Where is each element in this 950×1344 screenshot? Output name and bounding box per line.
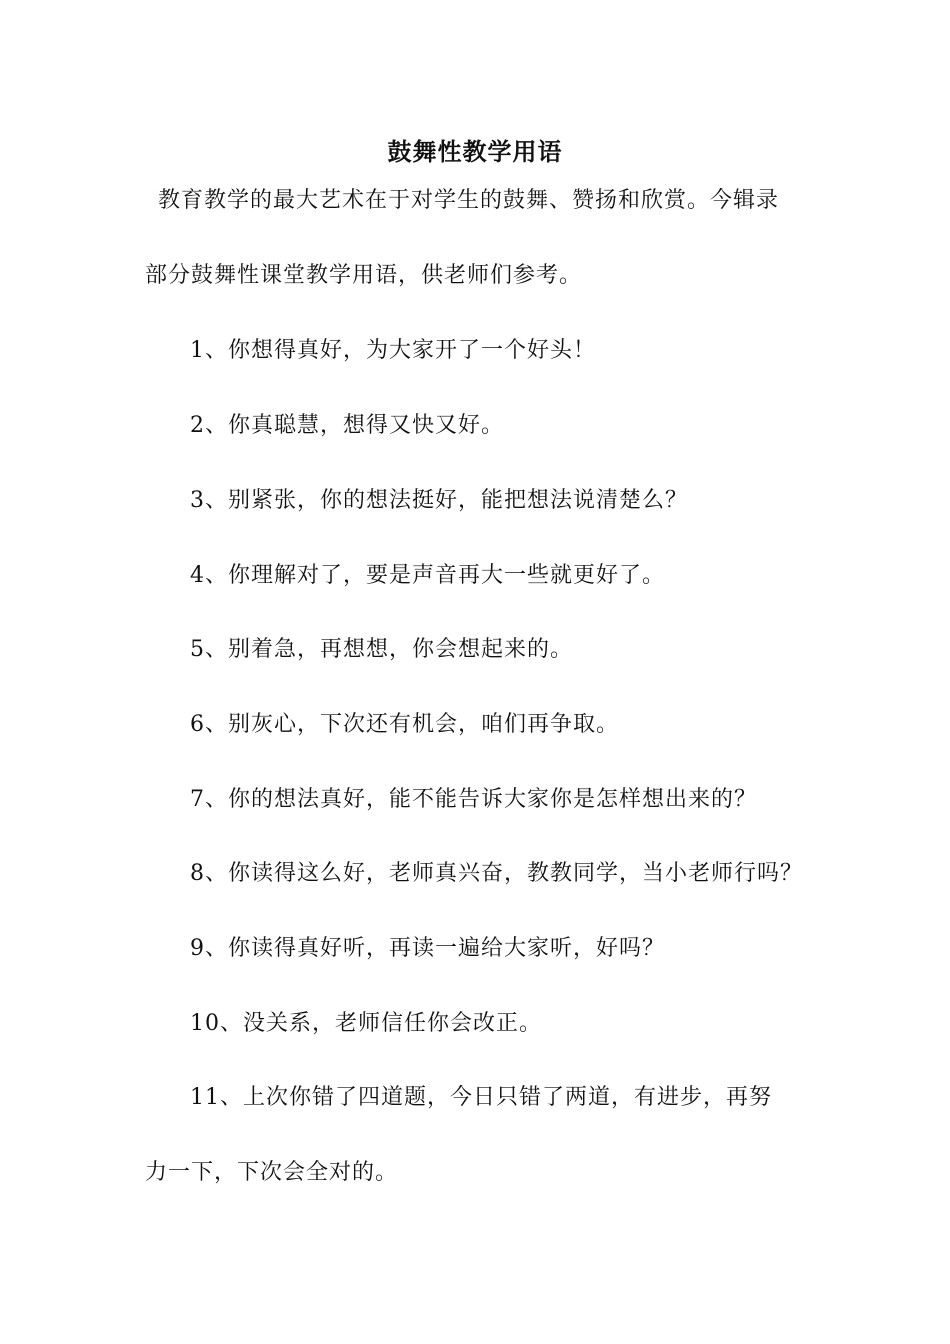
list-item-1: 1、你想得真好，为大家开了一个好头！	[190, 338, 596, 363]
list-item-3: 3、别紧张，你的想法挺好，能把想法说清楚么？	[190, 488, 688, 513]
list-item-7: 7、你的想法真好，能不能告诉大家你是怎样想出来的？	[190, 787, 757, 812]
list-item-4: 4、你理解对了，要是声音再大一些就更好了。	[190, 563, 665, 588]
list-item-9: 9、你读得真好听，再读一遍给大家听，好吗？	[190, 936, 665, 961]
list-item-11: 11、上次你错了四道题，今日只错了两道，有进步，再努	[190, 1085, 772, 1110]
intro-line-2: 部分鼓舞性课堂教学用语，供老师们参考。	[145, 263, 583, 288]
document-title: 鼓舞性教学用语	[387, 137, 563, 166]
list-item-11-continued: 力一下，下次会全对的。	[145, 1160, 399, 1185]
list-item-8: 8、你读得这么好，老师真兴奋，教教同学，当小老师行吗？	[190, 861, 803, 886]
list-item-2: 2、你真聪慧，想得又快又好。	[190, 413, 504, 438]
list-item-10: 10、没关系，老师信任你会改正。	[190, 1011, 542, 1036]
list-item-6: 6、别灰心，下次还有机会，咱们再争取。	[190, 712, 619, 737]
intro-line-1: 教育教学的最大艺术在于对学生的鼓舞、赞扬和欣赏。今辑录	[158, 188, 780, 213]
list-item-5: 5、别着急，再想想，你会想起来的。	[190, 637, 573, 662]
